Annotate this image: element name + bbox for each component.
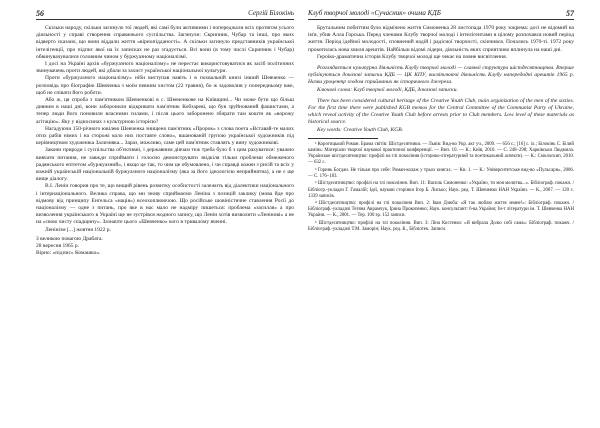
footnote: ² Горинь Богдан. Не тільки про себе: Роман-колаж у трьох книгах. — Кн. 1. — К.: Університетське вид-во «Пульсари», 2006. — С. 176–183.	[308, 167, 574, 179]
running-head-right	[308, 8, 574, 20]
footnote: ³ Шістдесятництво: профілі на тлі покоління. Вип. 11: Василь Симоненко: «Україно, ти моя молитва...». Бібліограф. покажч. / Бібліогр.-укладач Г. Гамалій; Ідеї, наукові сторінки Ігор Б. Лисько; Наук. ред. Т. Шевченко НАН України. — К., 2007. — 120 с. 1339 записів.	[308, 181, 574, 199]
letter-signature	[36, 236, 294, 258]
body-paragraph: В.І. Ленін говорив про те, що вищий рівень розвитку особистості залежить від діалектики національного і інтернаціонального. Велика справа, що ми знову сприймаємо Леніна з позицій заклику (мова йде про відмову від принципу Енгельса «нація») всеохоплюючою. Що російське шовіністичне ставлення Росії до націоналізму — одне з питань, про яке в нас мало не надміру пишеться: проблема «засилля» а про визволення українського в Україні ще не зустрівся жодного запису, що Ленін хотів визволити «Лeнінові» а не на «свою чисту спадщину». Зазначте цього «Шевченко» кого в тривалому вченні.	[36, 183, 294, 226]
body-paragraph: І досі на Україні архів «буржуазного націоналізму» не перестає використовуватися як засіб політичних звинувачень проти людей, які дбали за захист української національної культури.	[36, 61, 294, 75]
footnote-divider	[308, 138, 378, 139]
footnote: ¹ Коротицький Роман. Брама світів: Шістдесятники. — Львів: Вид-во Укр. акт уч., 2009. — 656 с.; [16] с. іл.; Білокінь С. Білий камінь: Матеріали творчої наукової практичної конференції. — Вип. 10. — К.: Київ, 2010. — С. 248–298; Харківськи Людмила. Українське шістдесятництво: профілі на тлі покоління (історико-літературний та поетикальний аспекти). — К.: Смолоскип, 2010. — 632 с.	[308, 141, 574, 166]
body-paragraph: Скільки народу, скільки загинуло тої людей, які самі були активними і попереджали всіх протягом усього діяльності у справі створення справжнього суспільства. Загинули: Скрипник, Чубар та інші, про яких відверто сказано, що вони віддали життя «вірнопідданості». А скільки загинуло представників української інтелігенції, про підпис якої на їх записках не раз згадується. Всі вони (в тому числі Скрипник і Чубар) обвинувачувалися головним чином у буржуазному націоналізмі.	[36, 25, 294, 60]
body-paragraph: Ленінізм [...] жовтня 1922 р.	[45, 226, 111, 233]
body-paragraph: Або ж, ця спроба з пам'ятником Шевченкові в с. Шевченкове на Київщині... Чи може бути що більш дивним в наші дні, вони заборонили відкривати пам'ятник Кобзареві, що був зруйнований фашистами, а тепер люди його поновили власними силами, і після цього заборонено збирати там кошти як «ворожу агітацію». Яку у відносинах з культурною історією?	[36, 97, 294, 125]
signature-line: 28 вересня 1965 р.	[36, 243, 79, 250]
body-paragraph: Закони природи і суспільства об'єктивні, і державним діячам теж треба було б з цим рахуватися: уважно вивчати питання, не завжди сприймати і голосно демонструвати звідкіля тільки проблеми обмеженого радянського епітетом «буржуазний», і якщо це так, то чим це обумовлено, і чи справді кожен з рисій та всіх у кожній українській національній буржуазного націоналізму (яка за його ідеологією неприйнятна), а не є ще вище діалогу.	[36, 147, 294, 183]
running-title-right: Клуб творчої молоді «Сучасник» очима КДБ	[308, 9, 441, 17]
keywords-uk: Ключові слова: Клуб творчої молоді, КДБ, доказові записки.	[317, 86, 458, 93]
abstract-en: There has been considered cultural heritage of the Creative Youth Club, main organization of the men of the sixties. For the first time there were published KGB memos for the Central Committee of the Communist Party of Ukraine, which reveal activity of the Creative Youth Club before arrests prior to Club members. Low level of these materials as historical source.	[308, 97, 574, 126]
running-title-left: Сергій Білокінь	[248, 9, 294, 17]
body-paragraph: Брутальним побиттям було відмічено життя Симоненка 28 листопада 1970 року зокрема: досі не відомий на ім'я, убив Алла Горська. Перед членами Клубу творчої молоді і інтелігентами в цілому розпочався новий період життя. Період ідейної молодості, сповнений надій і радісної творчості, скінчився. Почались 1970-ті. 1972 року прокотилась нова хвиля арештів. Найбільш відомі лідери, діяльність яких сприятливо вплинула на наші дні.	[308, 25, 574, 53]
signature-line: Вірно: «підпис» Комашко».	[36, 250, 101, 257]
body-paragraph: Проти «буржуазного націоналізму» ніби виступав навіть і в похвальній книзі інший Шевченко — розповідь про біографію Шевченка з моїм певним хистом (22 травня), бо ж задоволив у попередньому вже, щоб не співати його роботи.	[36, 75, 294, 96]
page-number-right: 57	[566, 9, 574, 18]
footnote: ⁴ Шістдесятництво: профілі на тлі покоління Вип. 2: Іван Дзюба: «Я так люблю життя земне!»: Бібліограф. покажч. / Бібліограф.-укладачі Тетяна Аврамчук, Ірина Прокопенко; Наук. консультант: 6-ва України; Ін-т літератури ім. Т. Шевченка НАН України. — К., 2001. — Тер. 100 зр. 152 записи.	[308, 201, 574, 219]
running-head-left	[36, 8, 294, 20]
body-paragraph: Нагадуючи 150-річного ювілею Шевченка знищено пам'ятник «Пророк» з слова поета «Вставай-те малих отих рабів німих і на сторожі коло них поставте слово», вшанованій групою української художників під керівництвом художника Зализняка... Зараз, можливо, саме цей пам'ятник ставлять у вину художникові.	[36, 125, 294, 147]
abstract-uk: Розглядається культурна діяльність Клубу творчої молоді — славної структури шістдесятництва. Вперше публікуються доказові записки КДБ — ЦК КПУ, висвітлюючі діяльність Клубу напередодні арештів 1965 р. Назви уроцентр згодом сприйманих як історичного джерела.	[308, 65, 574, 86]
left-page-body	[36, 25, 294, 258]
footnotes	[308, 142, 574, 233]
right-page-body	[308, 25, 574, 235]
footnote: ⁵ Шістдесятництво: профілі на тлі покоління. Вип. 3: Ліна Костенко: «Я вибрала Долю собі сама»: Бібліограф. покажч. / Бібліограф.-укладачі Т.М. Заморін; Наук. ред. К., Бібліотек. Записи.	[308, 220, 574, 233]
keywords-en: Key words: Creative Youth Club, KGB.	[317, 126, 404, 133]
page-number-left: 56	[36, 9, 44, 18]
body-paragraph: Героїко-драматична історія Клубу творчої молоді ще чекає на повне висвітлення.	[317, 53, 507, 60]
right-page	[300, 0, 600, 428]
signature-line: З великою повагою Драбата.	[36, 235, 103, 242]
